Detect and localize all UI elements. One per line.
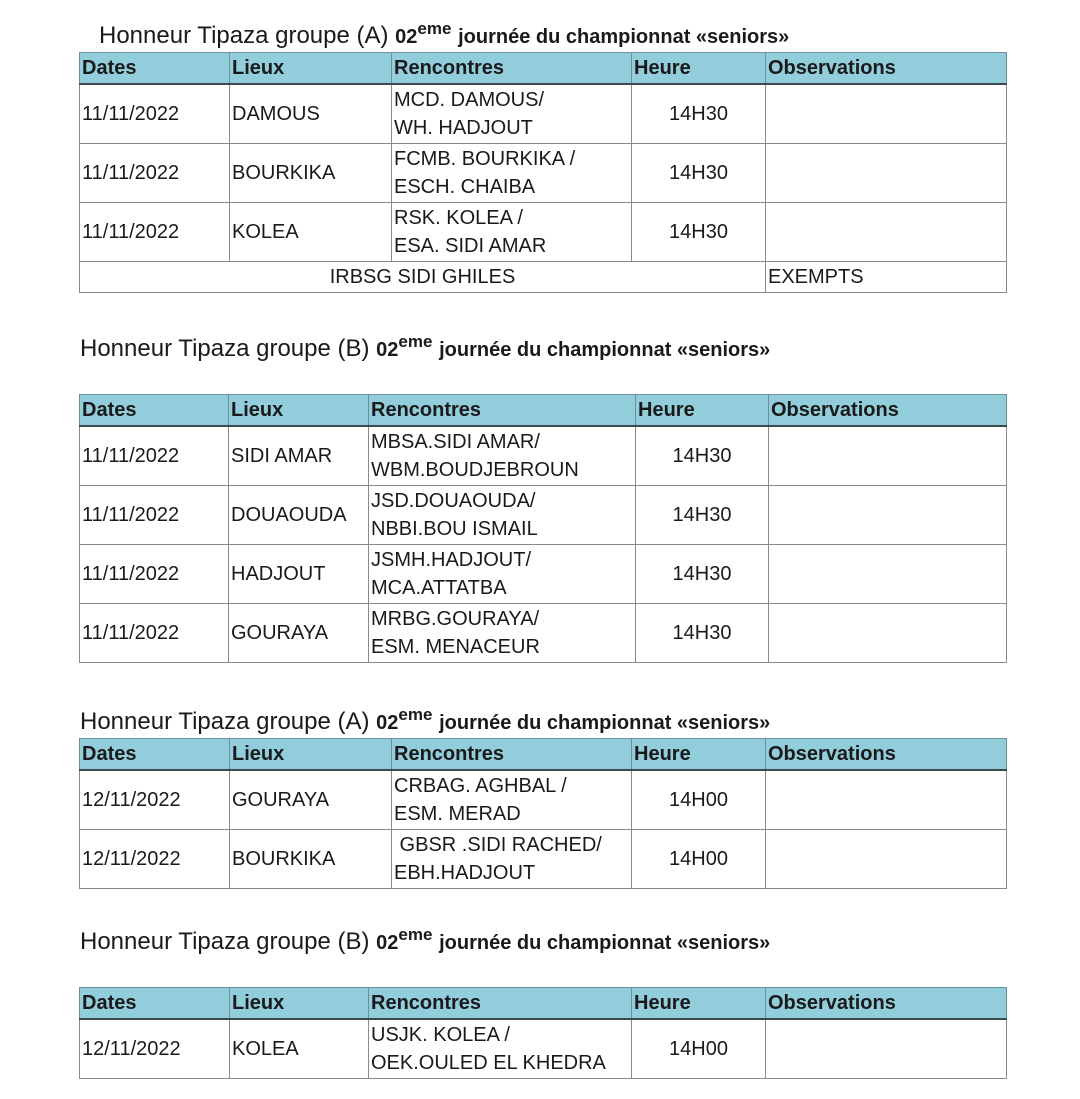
cell-lieu: HADJOUT (229, 545, 369, 604)
cell-lieu: BOURKIKA (230, 830, 392, 889)
schedule-table (79, 52, 1007, 293)
header-lieux: Lieux (229, 395, 369, 427)
away-team: ESM. MENACEUR (371, 636, 540, 658)
cell-lieu: BOURKIKA (230, 144, 392, 203)
header-dates: Dates (80, 739, 230, 771)
cell-heure: 14H00 (632, 770, 766, 830)
cell-date: 11/11/2022 (80, 426, 229, 486)
cell-date: 12/11/2022 (80, 770, 230, 830)
away-team: MCA.ATTATBA (371, 577, 507, 599)
cell-lieu: DAMOUS (230, 84, 392, 144)
table-header-row (80, 395, 1007, 427)
table-header-row (80, 988, 1007, 1020)
away-team: ESM. MERAD (394, 803, 521, 825)
section-title: Honneur Tipaza groupe (A) 02eme journée du championnat «seniors» (99, 19, 790, 49)
schedule-table (79, 394, 1007, 663)
header-observations: Observations (769, 395, 1007, 427)
header-lieux: Lieux (230, 53, 392, 85)
header-observations: Observations (766, 988, 1007, 1020)
schedule-table (79, 738, 1007, 889)
cell-rencontre (369, 486, 636, 545)
cell-date: 11/11/2022 (80, 486, 229, 545)
cell-heure: 14H30 (636, 604, 769, 663)
table-row (80, 426, 1007, 486)
cell-date: 11/11/2022 (80, 604, 229, 663)
header-heure: Heure (636, 395, 769, 427)
away-team: WBM.BOUDJEBROUN (371, 459, 579, 481)
cell-heure: 14H30 (632, 84, 766, 144)
section-title: Honneur Tipaza groupe (B) 02eme journée du championnat «seniors» (80, 925, 771, 955)
table-row (80, 830, 1007, 889)
cell-date: 11/11/2022 (80, 545, 229, 604)
cell-observations (769, 486, 1007, 545)
table-row (80, 84, 1007, 144)
cell-heure: 14H30 (632, 144, 766, 203)
header-rencontres: Rencontres (392, 53, 632, 85)
cell-heure: 14H30 (636, 486, 769, 545)
home-team: CRBAG. AGHBAL / (394, 775, 567, 797)
cell-observations (769, 604, 1007, 663)
cell-date: 12/11/2022 (80, 1019, 230, 1079)
home-team: MCD. DAMOUS/ (394, 89, 544, 111)
cell-lieu: DOUAOUDA (229, 486, 369, 545)
home-team: USJK. KOLEA / (371, 1024, 510, 1046)
exempt-team: IRBSG SIDI GHILES (80, 262, 766, 293)
table-row (80, 604, 1007, 663)
table-header-row (80, 53, 1007, 85)
header-dates: Dates (80, 395, 229, 427)
exempt-row (80, 262, 1007, 293)
away-team: OEK.OULED EL KHEDRA (371, 1052, 606, 1074)
header-dates: Dates (80, 53, 230, 85)
table-row (80, 486, 1007, 545)
table-row (80, 144, 1007, 203)
cell-heure: 14H00 (632, 1019, 766, 1079)
cell-lieu: SIDI AMAR (229, 426, 369, 486)
cell-rencontre (369, 604, 636, 663)
cell-lieu: KOLEA (230, 203, 392, 262)
header-observations: Observations (766, 53, 1007, 85)
cell-observations (769, 545, 1007, 604)
table-row (80, 770, 1007, 830)
home-team: MBSA.SIDI AMAR/ (371, 431, 540, 453)
cell-date: 11/11/2022 (80, 84, 230, 144)
away-team: WH. HADJOUT (394, 117, 533, 139)
cell-date: 11/11/2022 (80, 144, 230, 203)
cell-observations (769, 426, 1007, 486)
home-team: GBSR .SIDI RACHED/ (394, 834, 602, 856)
cell-observations (766, 144, 1007, 203)
header-heure: Heure (632, 53, 766, 85)
away-team: ESA. SIDI AMAR (394, 235, 547, 257)
cell-observations (766, 84, 1007, 144)
table-row (80, 1019, 1007, 1079)
cell-heure: 14H30 (636, 545, 769, 604)
table-row (80, 545, 1007, 604)
home-team: JSD.DOUAOUDA/ (371, 490, 536, 512)
cell-heure: 14H00 (632, 830, 766, 889)
cell-rencontre (369, 426, 636, 486)
away-team: NBBI.BOU ISMAIL (371, 518, 538, 540)
cell-lieu: GOURAYA (229, 604, 369, 663)
cell-observations (766, 1019, 1007, 1079)
cell-rencontre (392, 84, 632, 144)
cell-date: 12/11/2022 (80, 830, 230, 889)
exempt-label: EXEMPTS (766, 262, 1007, 293)
away-team: ESCH. CHAIBA (394, 176, 536, 198)
home-team: JSMH.HADJOUT/ (371, 549, 531, 571)
header-rencontres: Rencontres (392, 739, 632, 771)
away-team: EBH.HADJOUT (394, 862, 536, 884)
home-team: RSK. KOLEA / (394, 207, 523, 229)
cell-heure: 14H30 (632, 203, 766, 262)
section-title: Honneur Tipaza groupe (A) 02eme journée du championnat «seniors» (80, 705, 771, 735)
cell-observations (766, 830, 1007, 889)
cell-observations (766, 770, 1007, 830)
section-title: Honneur Tipaza groupe (B) 02eme journée du championnat «seniors» (80, 332, 771, 362)
header-dates: Dates (80, 988, 230, 1020)
cell-rencontre (392, 144, 632, 203)
cell-rencontre (392, 203, 632, 262)
cell-date: 11/11/2022 (80, 203, 230, 262)
cell-lieu: GOURAYA (230, 770, 392, 830)
schedule-table (79, 987, 1007, 1079)
cell-observations (766, 203, 1007, 262)
cell-rencontre (369, 545, 636, 604)
header-observations: Observations (766, 739, 1007, 771)
cell-heure: 14H30 (636, 426, 769, 486)
header-heure: Heure (632, 739, 766, 771)
table-header-row (80, 739, 1007, 771)
cell-rencontre (392, 770, 632, 830)
home-team: FCMB. BOURKIKA / (394, 148, 576, 170)
table-row (80, 203, 1007, 262)
home-team: MRBG.GOURAYA/ (371, 608, 540, 630)
header-heure: Heure (632, 988, 766, 1020)
header-lieux: Lieux (230, 739, 392, 771)
header-rencontres: Rencontres (369, 395, 636, 427)
header-lieux: Lieux (230, 988, 369, 1020)
cell-lieu: KOLEA (230, 1019, 369, 1079)
cell-rencontre (369, 1019, 632, 1079)
cell-rencontre (392, 830, 632, 889)
header-rencontres: Rencontres (369, 988, 632, 1020)
